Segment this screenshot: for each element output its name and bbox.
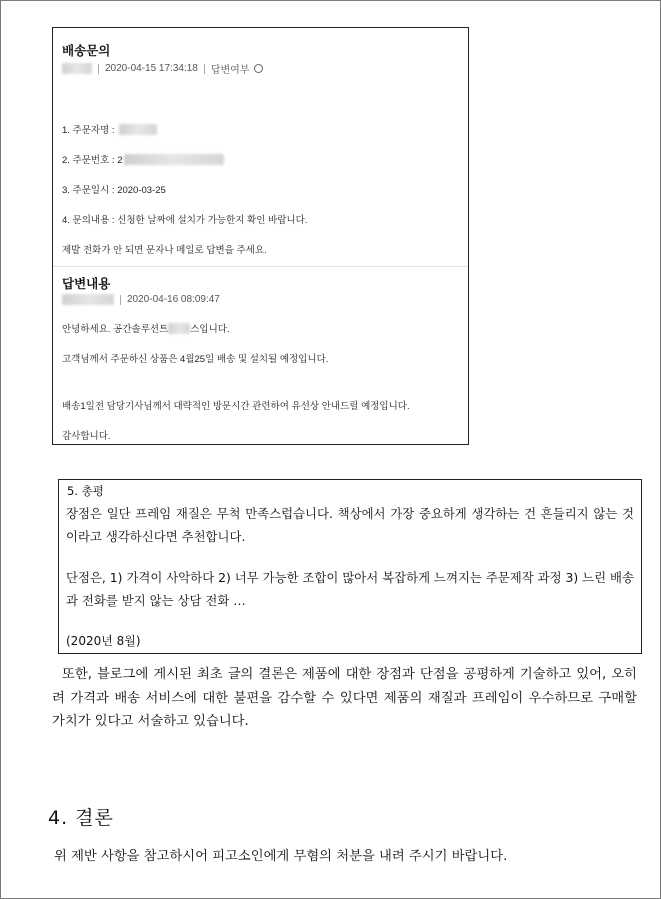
inquiry-meta — [62, 61, 263, 76]
meta-separator — [204, 64, 205, 74]
answer-line-2: 고객님께서 주문하신 상품은 4월25일 배송 및 설치될 예정입니다. — [62, 354, 329, 365]
order-number-label: 2. 주문번호 : 2 — [62, 155, 123, 166]
redacted-company — [168, 323, 190, 334]
inquiry-date: 2020-04-15 17:34:18 — [105, 63, 198, 74]
inquiry-request: 제발 전화가 안 되면 문자나 메일로 답변을 주세요. — [62, 245, 267, 256]
section-heading: 4. 결론 — [48, 807, 114, 829]
order-name-line — [62, 122, 157, 136]
redacted-author — [62, 63, 92, 74]
section-divider — [53, 266, 468, 267]
review-date: (2020년 8월) — [66, 634, 141, 648]
answered-label: 답변여부 — [210, 65, 250, 76]
answer-line-4: 감사합니다. — [62, 431, 111, 442]
greeting-suffix: 스입니다. — [190, 324, 230, 335]
order-number-line — [62, 152, 224, 166]
review-cons: 단점은, 1) 가격이 사악하다 2) 너무 가능한 조합이 많아서 복잡하게 느껴지는 주문제작 과정 3) 느린 배송과 전화를 받지 않는 상담 전화 … — [66, 570, 634, 608]
body-paragraph: 또한, 블로그에 게시된 최초 글의 결론은 제품에 대한 장점과 단점을 공평하게 기술하고 있어, 오히려 가격과 배송 서비스에 대한 불편을 감수할 수 있다면 제품의 재질과 프레임이 우수하므로 구매할 가치가 있다고 서술하고 있습니다. — [52, 667, 637, 729]
review-pros: 장점은 일단 프레임 재질은 무척 만족스럽습니다. 책상에서 가장 중요하게 생각하는 건 흔들리지 않는 것이라고 생각하신다면 추천합니다. — [66, 506, 634, 544]
greeting-prefix: 안녕하세요. 공간솔루션 — [62, 324, 160, 335]
conclusion-text: 위 제반 사항을 참고하시어 피고소인에게 무혐의 처분을 내려 주시기 바랍니다. — [54, 849, 508, 864]
answer-line-3: 배송1일전 담당기사님께서 대략적인 방문시간 관련하여 유선상 안내드릴 예정입니다. — [62, 401, 410, 412]
redacted-responder — [62, 294, 114, 305]
inquiry-content: 4. 문의내용 : 신청한 날짜에 설치가 가능한지 확인 바랍니다. — [62, 215, 308, 226]
answer-date: 2020-04-16 08:09:47 — [127, 294, 220, 305]
meta-separator — [98, 64, 99, 74]
answer-title: 답변내용 — [62, 277, 111, 291]
answer-greeting — [62, 321, 230, 335]
answer-meta — [62, 294, 220, 305]
inquiry-screenshot — [52, 27, 469, 445]
order-name-label: 1. 주문자명 : — [62, 125, 115, 136]
circle-icon — [254, 64, 263, 73]
meta-separator — [120, 295, 121, 305]
inquiry-title: 배송문의 — [62, 44, 111, 58]
greeting-mid: 트 — [159, 324, 169, 335]
redacted-order-number — [124, 154, 224, 165]
redacted-order-name — [119, 124, 157, 135]
review-heading: 5. 총평 — [67, 484, 104, 498]
review-box — [58, 479, 642, 654]
order-date: 3. 주문일시 : 2020-03-25 — [62, 185, 166, 196]
